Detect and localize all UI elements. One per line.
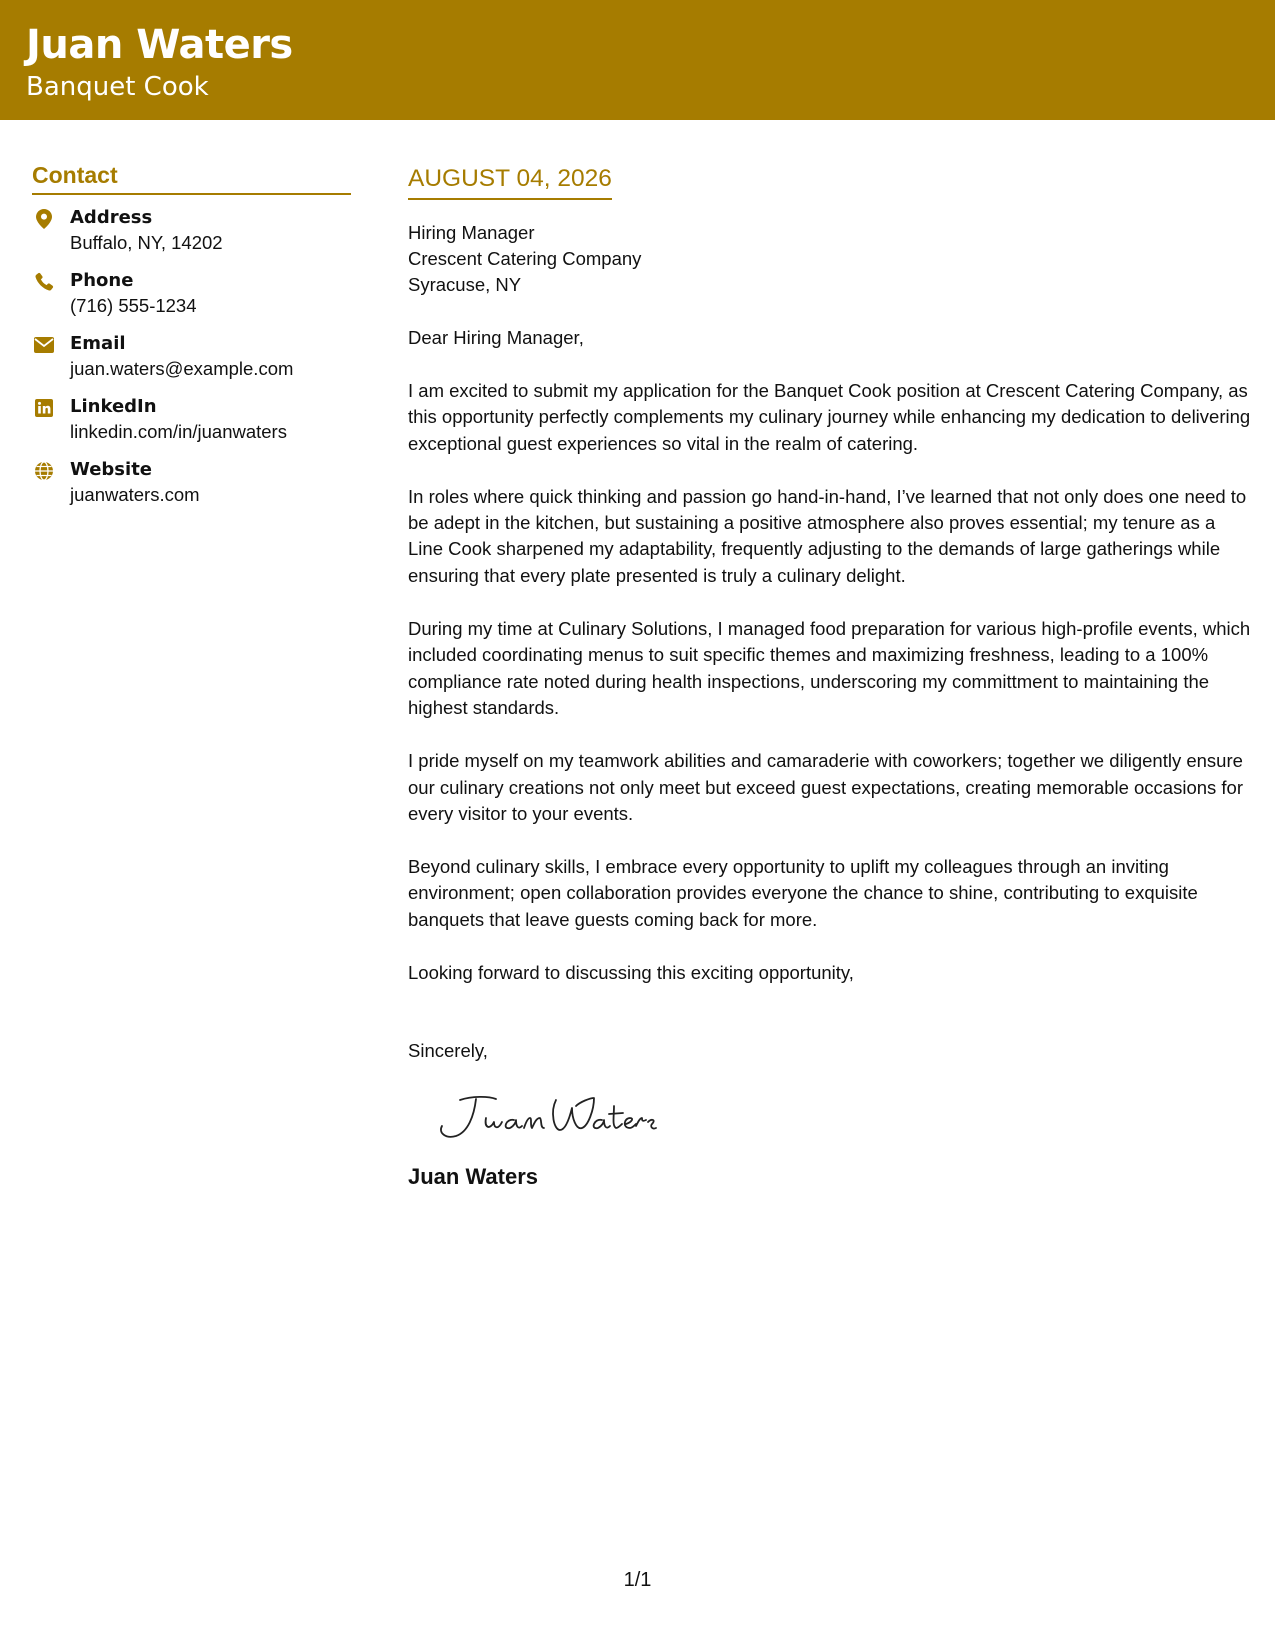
envelope-icon: [34, 335, 54, 355]
contact-item-linkedin: [32, 396, 351, 459]
contact-item-email: [32, 333, 351, 396]
recipient-line: Syracuse, NY: [408, 274, 522, 295]
contact-sidebar: [32, 162, 351, 522]
recipient-line: Crescent Catering Company: [408, 248, 642, 269]
contact-label: Email: [70, 333, 126, 354]
applicant-name: Juan Waters: [26, 22, 293, 68]
recipient-line: Hiring Manager: [408, 222, 535, 243]
contact-label: LinkedIn: [70, 396, 157, 417]
linkedin-icon: [34, 398, 54, 418]
contact-item-website: [32, 459, 351, 522]
contact-list: [32, 207, 351, 522]
recipient-block: [408, 220, 1253, 298]
signoff: Sincerely,: [408, 1040, 488, 1062]
contact-section-title: Contact: [32, 162, 351, 195]
applicant-title: Banquet Cook: [26, 72, 209, 102]
signer-name: Juan Waters: [408, 1164, 539, 1190]
phone-icon: [34, 272, 54, 292]
map-pin-icon: [34, 209, 54, 229]
contact-item-phone: [32, 270, 351, 333]
letter-date: AUGUST 04, 2026: [408, 165, 612, 200]
contact-label: Address: [70, 207, 153, 228]
globe-icon: [34, 461, 54, 481]
letter-paragraph: I am excited to submit my application for the Banquet Cook position at Crescent Catering Company, as this opportunity perfectly complements my culinary journey while enhancing my dedication to delivering exceptional guest experiences so vital in the realm of catering.: [408, 380, 1251, 454]
contact-label: Website: [70, 459, 153, 480]
header-banner: [0, 0, 1275, 120]
letter-body: [408, 165, 1253, 1190]
contact-value: juanwaters.com: [70, 484, 200, 505]
letter-paragraph: I pride myself on my teamwork abilities and camaraderie with coworkers; together we diligently ensure our culinary creations not only meet but exceed guest expectations, creating memorable occasions for every visitor to your events.: [408, 750, 1244, 824]
salutation: Dear Hiring Manager,: [408, 327, 584, 348]
page-number: 1/1: [623, 1569, 652, 1591]
closing-line: Looking forward to discussing this exciting opportunity,: [408, 962, 854, 984]
handwritten-signature: [430, 1086, 1253, 1152]
contact-item-address: [32, 207, 351, 270]
contact-value: linkedin.com/in/juanwaters: [70, 421, 287, 442]
letter-paragraph: Beyond culinary skills, I embrace every opportunity to uplift my colleagues through an inviting environment; open collaboration provides everyone the chance to shine, contributing to exquisite banquets that leave guests coming back for more.: [408, 856, 1198, 930]
letter-paragraph: In roles where quick thinking and passion go hand-in-hand, I’ve learned that not only does one need to be adept in the kitchen, but sustaining a positive atmosphere also proves essential; my tenure as a Line Cook sharpened my adaptability, frequently adjusting to the demands of large gatherings while ensuring that every plate presented is truly a culinary delight.: [408, 485, 1247, 586]
contact-value: (716) 555-1234: [70, 295, 197, 316]
contact-label: Phone: [70, 270, 134, 291]
contact-value: Buffalo, NY, 14202: [70, 232, 223, 253]
contact-value: juan.waters@example.com: [70, 358, 294, 379]
letter-paragraph: During my time at Culinary Solutions, I managed food preparation for various high-profile events, which included coordinating menus to suit specific themes and maximizing freshness, leading to a 100% compliance rate noted during health inspections, underscoring my committment to maintaining the highest standards.: [408, 618, 1251, 718]
